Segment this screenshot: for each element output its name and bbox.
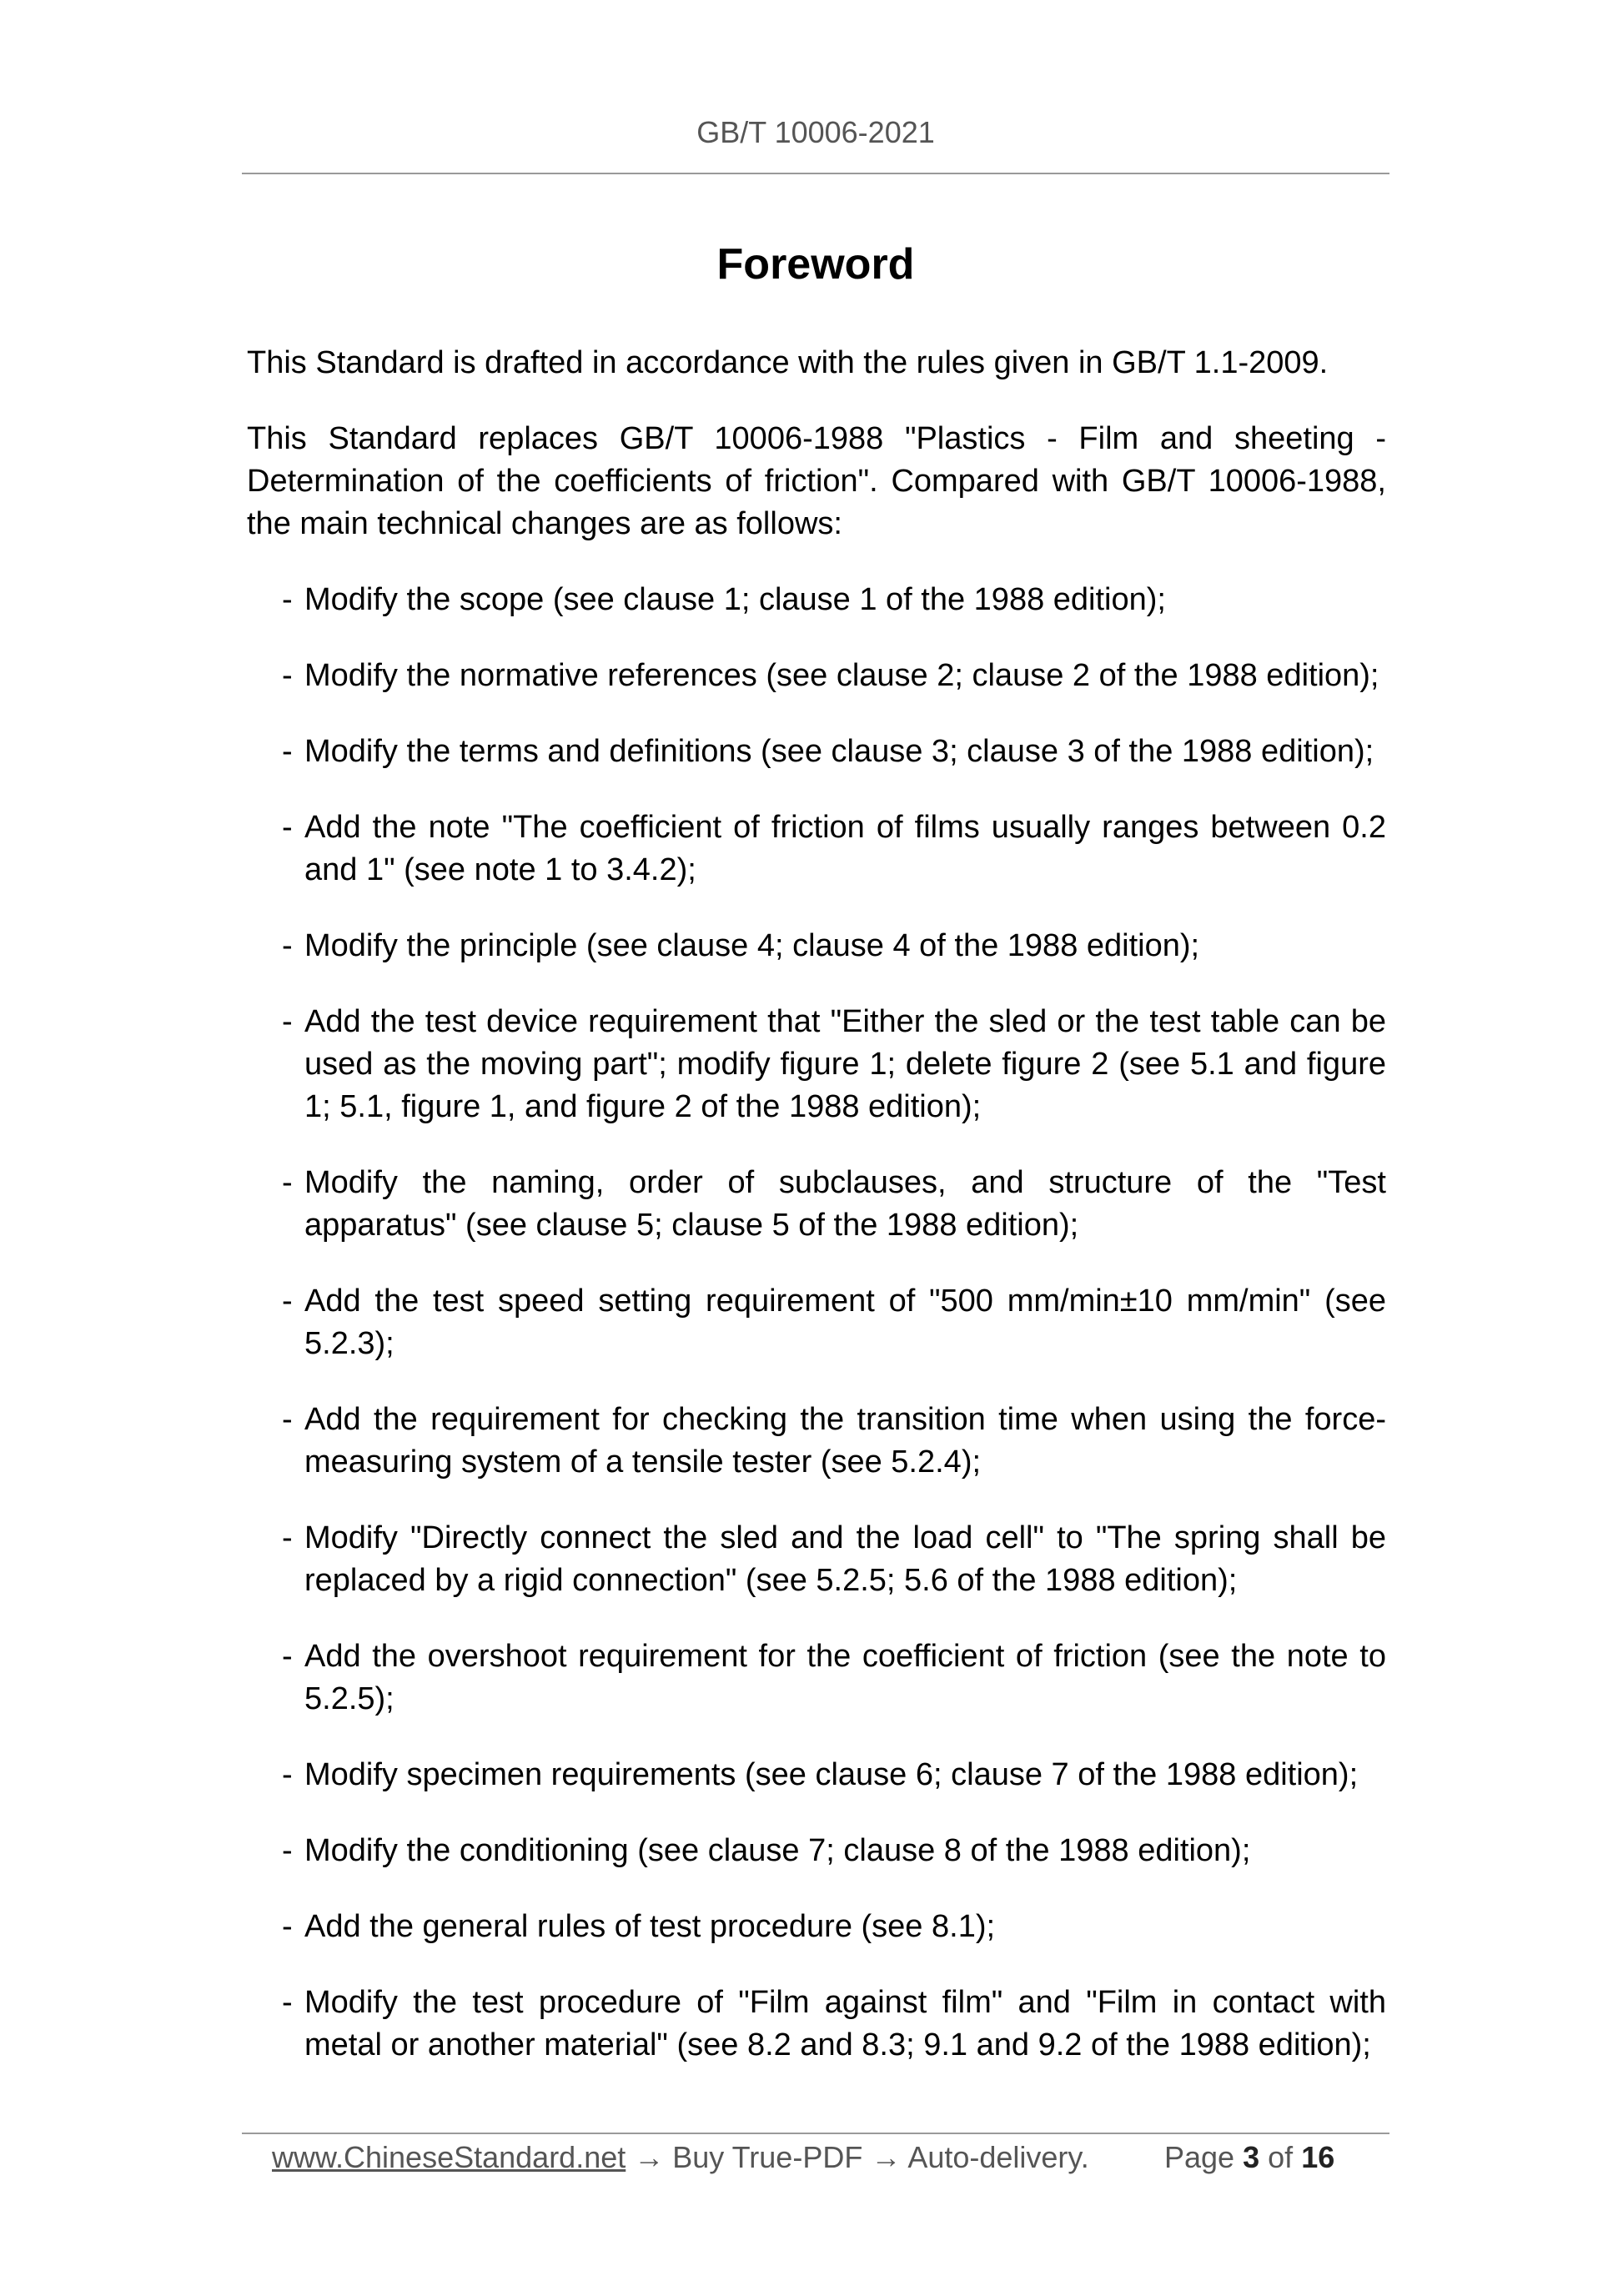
change-item <box>282 1982 1386 2067</box>
page-total: 16 <box>1301 2140 1335 2174</box>
change-item <box>282 579 1386 621</box>
change-item-text: Add the note "The coefficient of friction of films usually ranges between 0.2 and 1" (see note 1 to 3.4.2); <box>304 810 1386 887</box>
page-of: of <box>1268 2140 1294 2174</box>
list-dash-marker: - <box>282 658 293 693</box>
header-divider <box>242 173 1389 174</box>
change-item-text: Modify specimen requirements (see clause 6; clause 7 of the 1988 edition); <box>304 1757 1359 1792</box>
list-dash-marker: - <box>282 1985 293 2020</box>
change-item <box>282 1162 1386 1247</box>
list-dash-marker: - <box>282 1004 293 1039</box>
list-dash-marker: - <box>282 1757 293 1792</box>
change-item-text: Add the test device requirement that "Either the sled or the test table can be used as the moving part"; modify figure 1; delete figure 2 (see 5.1 and figure 1; 5.1, figure 1, and figure 2 of the 1988 edition); <box>304 1004 1386 1124</box>
list-dash-marker: - <box>282 1639 293 1674</box>
change-item <box>282 806 1386 892</box>
change-item <box>282 1906 1386 1948</box>
page-title: Foreword <box>716 240 915 289</box>
change-item <box>282 1517 1386 1602</box>
change-item-text: Modify the naming, order of subclauses, and structure of the "Test apparatus" (see clause 5; clause 5 of the 1988 edition); <box>304 1165 1386 1243</box>
change-item-text: Modify the terms and definitions (see clause 3; clause 3 of the 1988 edition); <box>304 734 1374 769</box>
list-dash-marker: - <box>282 1284 293 1319</box>
change-item-text: Add the test speed setting requirement of "500 mm/min±10 mm/min" (see 5.2.3); <box>304 1284 1386 1361</box>
change-item <box>282 1001 1386 1128</box>
change-item-text: Add the requirement for checking the transition time when using the force-measuring system of a tensile tester (see 5.2.4); <box>304 1402 1386 1480</box>
paragraph-text: This Standard is drafted in accordance with the rules given in GB/T 1.1-2009. <box>247 345 1329 380</box>
change-item <box>282 1635 1386 1721</box>
change-item <box>282 1280 1386 1365</box>
technical-changes-list <box>282 579 1386 2100</box>
paragraph-text: This Standard replaces GB/T 10006-1988 "Plastics - Film and sheeting - Determination of the coefficients of friction". Compared with GB/T 10006-1988, the main technical changes are as follows: <box>247 421 1386 541</box>
list-dash-marker: - <box>282 734 293 769</box>
footer-promo-text: → Buy True-PDF → Auto-delivery. <box>626 2140 1089 2174</box>
list-dash-marker: - <box>282 1520 293 1555</box>
page-current: 3 <box>1243 2140 1260 2174</box>
change-item-text: Add the overshoot requirement for the coefficient of friction (see the note to 5.2.5); <box>304 1639 1386 1716</box>
list-dash-marker: - <box>282 1165 293 1200</box>
change-item <box>282 1754 1386 1796</box>
change-item <box>282 1399 1386 1484</box>
list-dash-marker: - <box>282 1909 293 1944</box>
change-item-text: Add the general rules of test procedure (see 8.1); <box>304 1909 996 1944</box>
footer-promo <box>272 2137 1089 2178</box>
list-dash-marker: - <box>282 582 293 617</box>
paragraph-replaces <box>247 418 1386 545</box>
change-item-text: Modify the conditioning (see clause 7; clause 8 of the 1988 edition); <box>304 1833 1251 1868</box>
change-item <box>282 731 1386 773</box>
change-item-text: Modify the test procedure of "Film against film" and "Film in contact with metal or another material" (see 8.2 and 8.3; 9.1 and 9.2 of the 1988 edition); <box>304 1985 1386 2062</box>
change-item <box>282 1830 1386 1872</box>
footer-divider <box>242 2133 1389 2134</box>
page-indicator <box>1164 2137 1334 2178</box>
list-dash-marker: - <box>282 1402 293 1437</box>
change-item-text: Modify the normative references (see clause 2; clause 2 of the 1988 edition); <box>304 658 1379 693</box>
list-dash-marker: - <box>282 810 293 845</box>
list-dash-marker: - <box>282 928 293 963</box>
change-item-text: Modify "Directly connect the sled and the load cell" to "The spring shall be replaced by a rigid connection" (see 5.2.5; 5.6 of the 1988 edition); <box>304 1520 1386 1598</box>
change-item <box>282 925 1386 967</box>
list-dash-marker: - <box>282 1833 293 1868</box>
paragraph-drafting-rules <box>247 342 1386 384</box>
running-header: GB/T 10006-2021 <box>696 115 935 149</box>
page-label: Page <box>1164 2140 1235 2174</box>
website-link[interactable]: www.ChineseStandard.net <box>272 2140 626 2174</box>
change-item <box>282 655 1386 697</box>
change-item-text: Modify the principle (see clause 4; clause 4 of the 1988 edition); <box>304 928 1200 963</box>
change-item-text: Modify the scope (see clause 1; clause 1 of the 1988 edition); <box>304 582 1166 617</box>
